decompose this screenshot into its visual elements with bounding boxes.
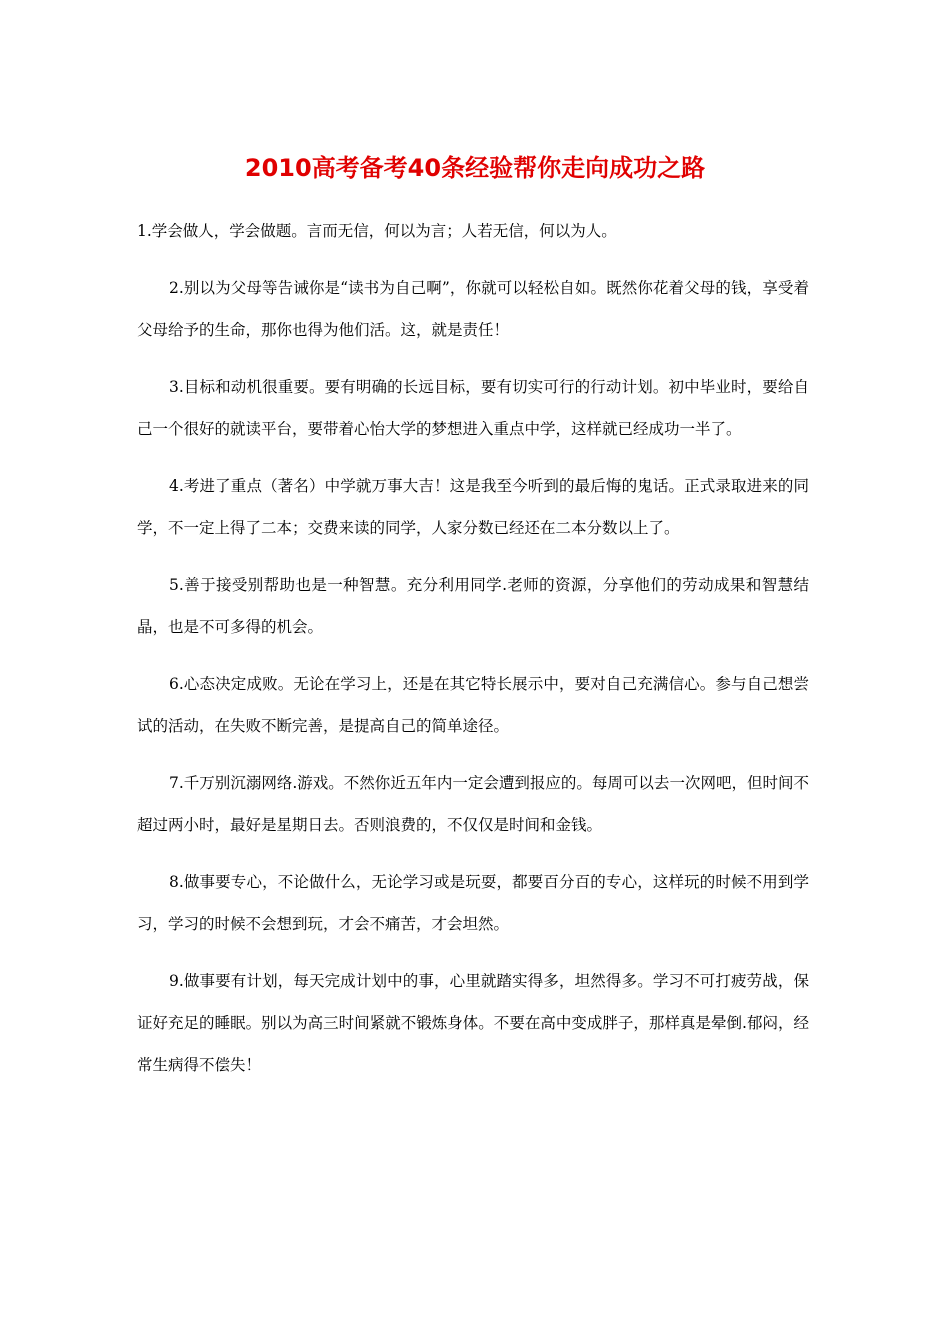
- paragraph-9: 9.做事要有计划，每天完成计划中的事，心里就踏实得多，坦然得多。学习不可打疲劳战，保证好充足的睡眠。别以为高三时间紧就不锻炼身体。不要在高中变成胖子，那样真是晕倒.郁闷，经常生病得不偿失！: [137, 972, 809, 1074]
- paragraph-1: 1.学会做人，学会做题。言而无信，何以为言；人若无信，何以为人。: [137, 222, 617, 240]
- paragraph-4: 4.考进了重点（著名）中学就万事大吉！这是我至今听到的最后悔的鬼话。正式录取进来的同学，不一定上得了二本；交费来读的同学，人家分数已经还在二本分数以上了。: [137, 477, 809, 537]
- document-body: [137, 210, 809, 1101]
- paragraph-7: 7.千万别沉溺网络.游戏。不然你近五年内一定会遭到报应的。每周可以去一次网吧，但时间不超过两小时，最好是星期日去。否则浪费的，不仅仅是时间和金钱。: [137, 774, 809, 834]
- paragraph-8: 8.做事要专心，不论做什么，无论学习或是玩耍，都要百分百的专心，这样玩的时候不用到学习，学习的时候不会想到玩，才会不痛苦，才会坦然。: [137, 873, 809, 933]
- paragraph-3: 3.目标和动机很重要。要有明确的长远目标，要有切实可行的行动计划。初中毕业时，要给自己一个很好的就读平台，要带着心怡大学的梦想进入重点中学，这样就已经成功一半了。: [137, 378, 809, 438]
- page-title: 2010高考备考40条经验帮你走向成功之路: [244, 154, 706, 182]
- paragraph-5: 5.善于接受别帮助也是一种智慧。充分利用同学.老师的资源，分享他们的劳动成果和智慧结晶，也是不可多得的机会。: [137, 576, 809, 636]
- paragraph-2: 2.别以为父母等告诫你是“读书为自己啊”，你就可以轻松自如。既然你花着父母的钱，享受着父母给予的生命，那你也得为他们活。这，就是责任！: [137, 279, 809, 339]
- paragraph-6: 6.心态决定成败。无论在学习上，还是在其它特长展示中，要对自己充满信心。参与自己想尝试的活动，在失败不断完善，是提高自己的简单途径。: [137, 675, 809, 735]
